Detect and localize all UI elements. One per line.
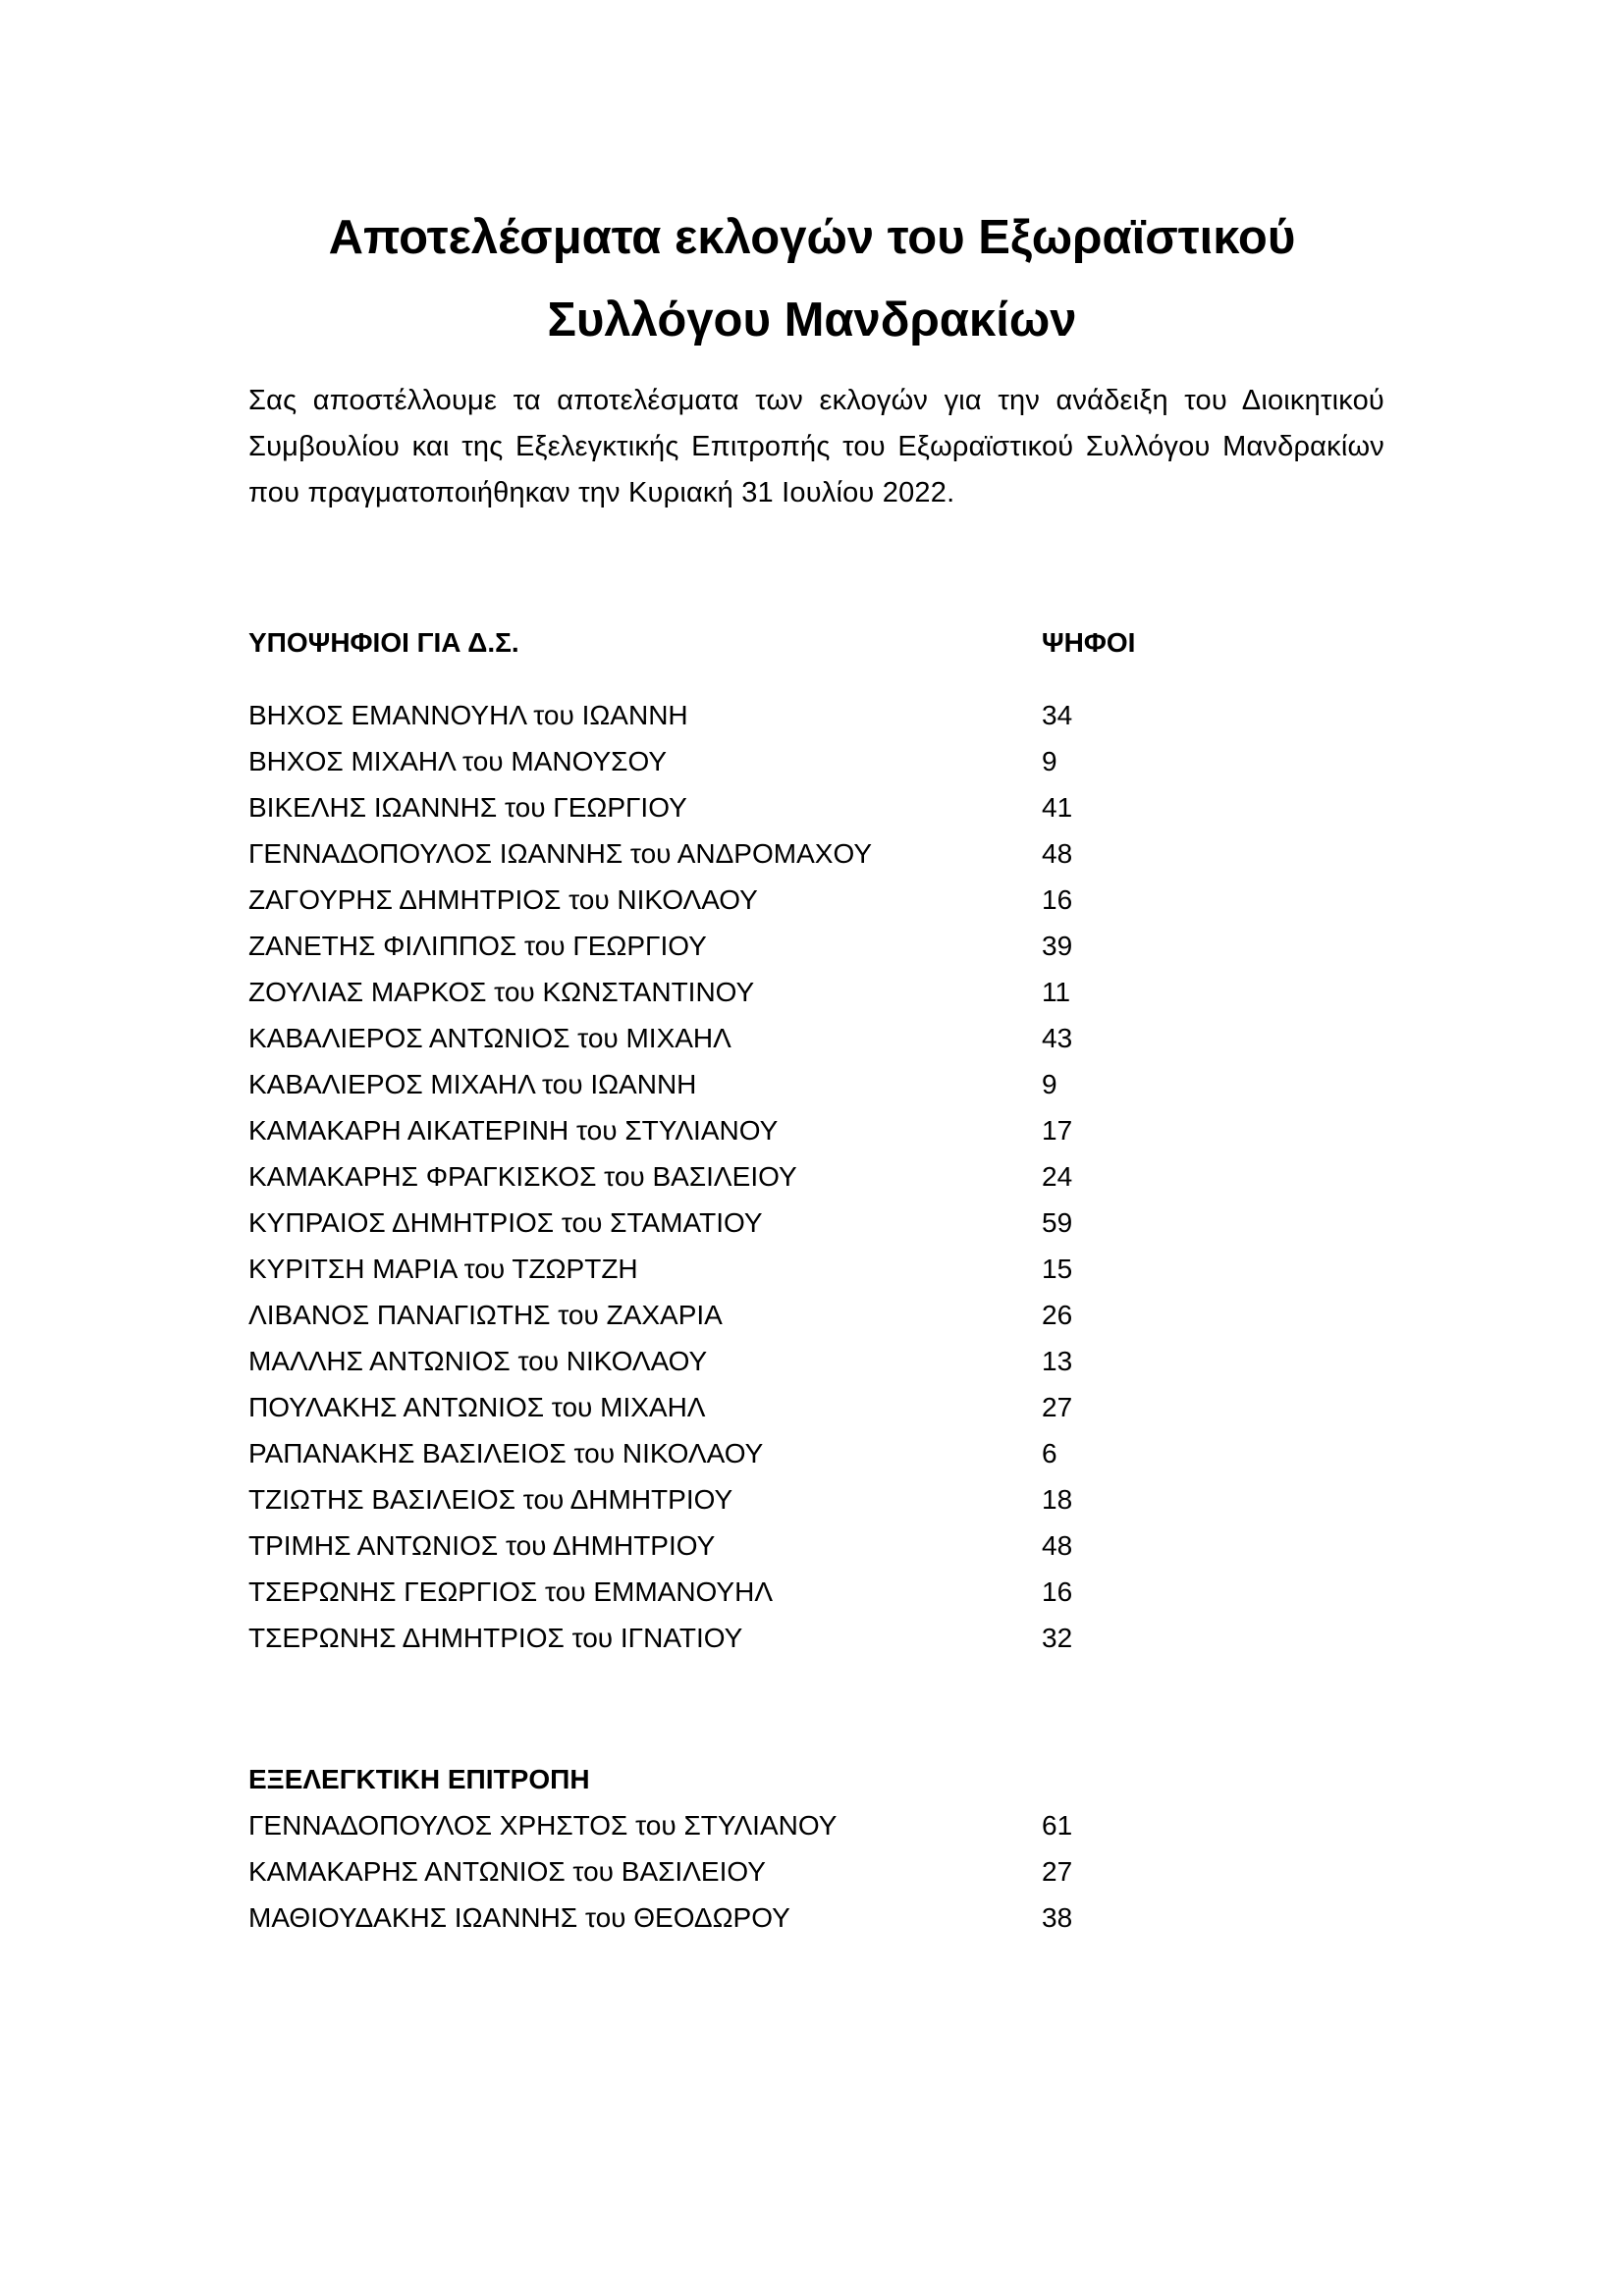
- candidate-name: ΤΡΙΜΗΣ ΑΝΤΩΝΙΟΣ του ΔΗΜΗΤΡΙΟΥ: [248, 1530, 716, 1561]
- candidate-votes: 32: [1042, 1623, 1073, 1653]
- table-row: [248, 1848, 1387, 1895]
- candidate-votes: 17: [1042, 1115, 1073, 1146]
- candidate-votes: 61: [1042, 1810, 1073, 1841]
- candidate-votes: 9: [1042, 746, 1057, 776]
- title-line-2: Συλλόγου Μανδρακίων: [547, 294, 1077, 347]
- candidate-votes: 18: [1042, 1484, 1073, 1515]
- candidate-name: ΓΕΝΝΑΔΟΠΟΥΛΟΣ ΧΡΗΣΤΟΣ του ΣΤΥΛΙΑΝΟΥ: [248, 1810, 838, 1841]
- candidate-name: ΒΙΚΕΛΗΣ ΙΩΑΝΝΗΣ του ΓΕΩΡΓΙΟΥ: [248, 792, 687, 823]
- candidate-votes: 13: [1042, 1346, 1073, 1376]
- table-row: [248, 1246, 1387, 1292]
- table-row: [248, 1895, 1387, 1941]
- candidate-name: ΖΑΝΕΤΗΣ ΦΙΛΙΠΠΟΣ του ΓΕΩΡΓΙΟΥ: [248, 931, 707, 961]
- candidate-votes: 38: [1042, 1902, 1073, 1933]
- table-row: [248, 784, 1387, 830]
- table-row: [248, 877, 1387, 923]
- candidate-votes: 11: [1042, 977, 1071, 1007]
- candidate-votes: 27: [1042, 1392, 1073, 1422]
- table-row: [248, 1569, 1387, 1615]
- candidate-votes: 15: [1042, 1254, 1073, 1284]
- candidate-votes: 6: [1042, 1438, 1057, 1468]
- candidate-name: ΡΑΠΑΝΑΚΗΣ ΒΑΣΙΛΕΙΟΣ του ΝΙΚΟΛΑΟΥ: [248, 1438, 764, 1468]
- board-header: [248, 619, 1387, 666]
- candidate-votes: 34: [1042, 700, 1073, 730]
- table-row: [248, 1430, 1387, 1476]
- board-header-votes: ΨΗΦΟΙ: [1042, 627, 1136, 658]
- table-row: [248, 969, 1387, 1015]
- table-row: [248, 923, 1387, 969]
- table-row: [248, 1522, 1387, 1569]
- table-row: [248, 1107, 1387, 1153]
- candidate-name: ΤΣΕΡΩΝΗΣ ΓΕΩΡΓΙΟΣ του ΕΜΜΑΝΟΥΗΛ: [248, 1576, 774, 1607]
- table-row: [248, 738, 1387, 784]
- candidate-name: ΓΕΝΝΑΔΟΠΟΥΛΟΣ ΙΩΑΝΝΗΣ του ΑΝΔΡΟΜΑΧΟΥ: [248, 838, 872, 869]
- title-line-1: Αποτελέσματα εκλογών του Εξωραϊστικού: [328, 211, 1296, 264]
- table-row: [248, 1615, 1387, 1661]
- audit-candidate-list: [248, 1802, 1387, 1941]
- candidate-votes: 43: [1042, 1023, 1073, 1053]
- intro-paragraph: Σας αποστέλλουμε τα αποτελέσματα των εκλογών για την ανάδειξη του Διοικητικού Συμβουλίου και της Εξελεγκτικής Επιτροπής του Εξωραϊστικού Συλλόγου Μανδρακίων που πραγματοποιήθηκαν την Κυριακή 31 Ιουλίου 2022.: [248, 385, 1384, 508]
- candidate-name: ΚΑΒΑΛΙΕΡΟΣ ΜΙΧΑΗΛ του ΙΩΑΝΝΗ: [248, 1069, 697, 1099]
- candidate-name: ΜΑΘΙΟΥΔΑΚΗΣ ΙΩΑΝΝΗΣ του ΘΕΟΔΩΡΟΥ: [248, 1902, 790, 1933]
- candidate-votes: 41: [1042, 792, 1073, 823]
- table-row: [248, 1061, 1387, 1107]
- table-row: [248, 692, 1387, 738]
- candidate-name: ΒΗΧΟΣ ΜΙΧΑΗΛ του ΜΑΝΟΥΣΟΥ: [248, 746, 668, 776]
- candidate-name: ΤΖΙΩΤΗΣ ΒΑΣΙΛΕΙΟΣ του ΔΗΜΗΤΡΙΟΥ: [248, 1484, 733, 1515]
- candidate-name: ΚΑΜΑΚΑΡΗ ΑΙΚΑΤΕΡΙΝΗ του ΣΤΥΛΙΑΝΟΥ: [248, 1115, 779, 1146]
- table-row: [248, 1153, 1387, 1200]
- candidate-name: ΠΟΥΛΑΚΗΣ ΑΝΤΩΝΙΟΣ του ΜΙΧΑΗΛ: [248, 1392, 706, 1422]
- candidate-name: ΜΑΛΛΗΣ ΑΝΤΩΝΙΟΣ του ΝΙΚΟΛΑΟΥ: [248, 1346, 708, 1376]
- candidate-name: ΚΑΜΑΚΑΡΗΣ ΑΝΤΩΝΙΟΣ του ΒΑΣΙΛΕΙΟΥ: [248, 1856, 766, 1887]
- document-title: [245, 196, 1379, 361]
- board-header-name: ΥΠΟΨΗΦΙΟΙ ΓΙΑ Δ.Σ.: [248, 627, 519, 658]
- candidate-votes: 48: [1042, 838, 1073, 869]
- candidate-votes: 16: [1042, 1576, 1073, 1607]
- candidate-name: ΚΥΡΙΤΣΗ ΜΑΡΙΑ του ΤΖΩΡΤΖΗ: [248, 1254, 638, 1284]
- candidate-votes: 48: [1042, 1530, 1073, 1561]
- table-row: [248, 1292, 1387, 1338]
- table-row: [248, 1802, 1387, 1848]
- candidate-name: ΚΑΒΑΛΙΕΡΟΣ ΑΝΤΩΝΙΟΣ του ΜΙΧΑΗΛ: [248, 1023, 731, 1053]
- table-row: [248, 1476, 1387, 1522]
- candidate-name: ΚΥΠΡΑΙΟΣ ΔΗΜΗΤΡΙΟΣ του ΣΤΑΜΑΤΙΟΥ: [248, 1207, 763, 1238]
- candidate-votes: 24: [1042, 1161, 1073, 1192]
- table-row: [248, 1338, 1387, 1384]
- candidate-name: ΚΑΜΑΚΑΡΗΣ ΦΡΑΓΚΙΣΚΟΣ του ΒΑΣΙΛΕΙΟΥ: [248, 1161, 797, 1192]
- candidate-name: ΖΑΓΟΥΡΗΣ ΔΗΜΗΤΡΙΟΣ του ΝΙΚΟΛΑΟΥ: [248, 884, 758, 915]
- board-candidate-list: [248, 692, 1387, 1661]
- candidate-votes: 9: [1042, 1069, 1057, 1099]
- audit-header: [248, 1756, 1387, 1802]
- candidate-votes: 39: [1042, 931, 1073, 961]
- candidate-name: ΛΙΒΑΝΟΣ ΠΑΝΑΓΙΩΤΗΣ του ΖΑΧΑΡΙΑ: [248, 1300, 723, 1330]
- candidate-votes: 27: [1042, 1856, 1073, 1887]
- candidate-votes: 16: [1042, 884, 1073, 915]
- candidate-name: ΒΗΧΟΣ ΕΜΑΝΝΟΥΗΛ του ΙΩΑΝΝΗ: [248, 700, 688, 730]
- audit-header-name: ΕΞΕΛΕΓΚΤΙΚΗ ΕΠΙΤΡΟΠΗ: [248, 1764, 590, 1794]
- table-row: [248, 1384, 1387, 1430]
- table-row: [248, 1015, 1387, 1061]
- candidate-name: ΖΟΥΛΙΑΣ ΜΑΡΚΟΣ του ΚΩΝΣΤΑΝΤΙΝΟΥ: [248, 977, 755, 1007]
- candidate-name: ΤΣΕΡΩΝΗΣ ΔΗΜΗΤΡΙΟΣ του ΙΓΝΑΤΙΟΥ: [248, 1623, 743, 1653]
- audit-committee-section: [248, 1756, 1387, 1941]
- board-candidates-section: [248, 619, 1387, 1661]
- candidate-votes: 59: [1042, 1207, 1073, 1238]
- table-row: [248, 830, 1387, 877]
- header-spacer: [248, 666, 1387, 692]
- table-row: [248, 1200, 1387, 1246]
- candidate-votes: 26: [1042, 1300, 1073, 1330]
